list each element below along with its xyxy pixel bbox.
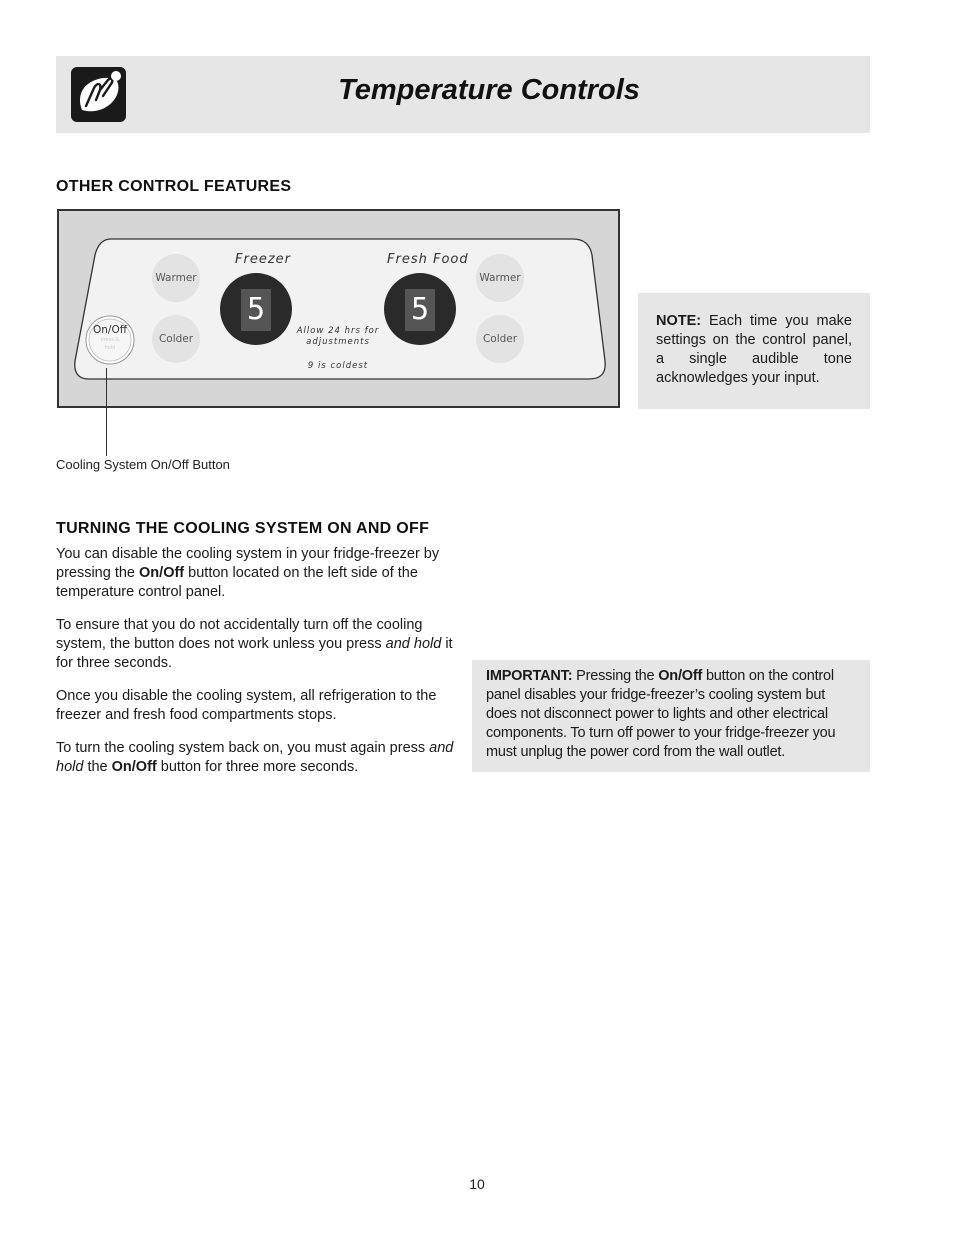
adjustment-note-line2: adjustments bbox=[306, 337, 370, 347]
note-box bbox=[638, 293, 870, 409]
freezer-colder-button[interactable]: Colder bbox=[158, 333, 194, 345]
note-text: Each time you make settings on the control panel, a single audible tone acknowledges your input. bbox=[656, 313, 852, 386]
important-paragraph: IMPORTANT: Pressing the On/Off button on the control panel disables your fridge-freezer’s cooling system but does not disconnect power to lights and other electrical components. To turn off power to your fridge-freezer you must unplug the power cord from the wall outlet. bbox=[486, 668, 836, 760]
fresh-food-warmer-button[interactable]: Warmer bbox=[479, 272, 521, 284]
body-paragraph-3: Once you disable the cooling system, all refrigeration to the freezer and fresh food compartments stops. bbox=[56, 688, 437, 723]
press-hold-label: press & hold bbox=[100, 337, 120, 351]
coldest-note: 9 is coldest bbox=[307, 361, 369, 371]
adjustment-note-line1: Allow 24 hrs for bbox=[296, 326, 380, 336]
onoff-button-label: On/Off bbox=[93, 324, 127, 336]
page-number: 10 bbox=[469, 1176, 485, 1192]
onoff-button[interactable] bbox=[87, 324, 133, 352]
fresh-food-display: 5 bbox=[410, 292, 430, 327]
freezer-display: 5 bbox=[246, 292, 266, 327]
body-paragraph-4: To turn the cooling system back on, you must again press and hold the On/Off button for three more seconds. bbox=[56, 740, 454, 775]
callout-line bbox=[106, 368, 107, 456]
fresh-food-colder-button[interactable]: Colder bbox=[482, 333, 518, 345]
body-paragraph-2: To ensure that you do not accidentally turn off the cooling system, the button does not work unless you press and hold it for three seconds. bbox=[56, 617, 453, 671]
note-label: NOTE: bbox=[656, 313, 702, 329]
fresh-food-label: Fresh Food bbox=[387, 252, 469, 267]
control-panel-illustration bbox=[57, 209, 620, 408]
page-header bbox=[56, 56, 870, 133]
important-label: IMPORTANT: bbox=[486, 668, 573, 684]
important-box bbox=[472, 660, 870, 772]
freezer-label: Freezer bbox=[235, 252, 291, 267]
body-text bbox=[56, 545, 454, 791]
adjustment-note bbox=[291, 326, 385, 348]
section-heading-other-controls: OTHER CONTROL FEATURES bbox=[56, 178, 292, 195]
note-paragraph bbox=[656, 312, 852, 388]
body-paragraph-1: You can disable the cooling system in your fridge-freezer by pressing the On/Off button located on the left side of the temperature control panel. bbox=[56, 546, 440, 600]
page-title: Temperature Controls bbox=[338, 74, 640, 106]
freezer-warmer-button[interactable]: Warmer bbox=[155, 272, 197, 284]
section-heading-turning: TURNING THE COOLING SYSTEM ON AND OFF bbox=[56, 520, 430, 537]
callout-label: Cooling System On/Off Button bbox=[56, 457, 230, 472]
